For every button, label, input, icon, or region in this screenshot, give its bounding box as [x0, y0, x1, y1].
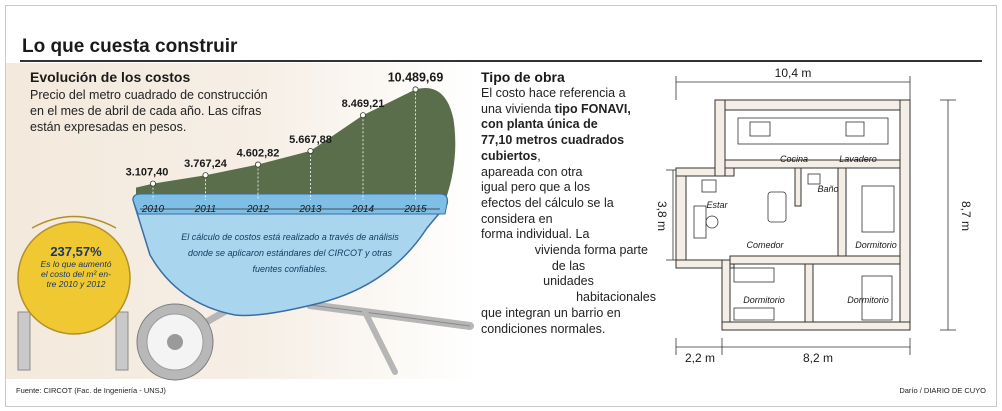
- data-point-2010: [150, 181, 155, 186]
- coffee-table: [706, 216, 718, 228]
- data-point-2015: [413, 87, 418, 92]
- work-type-text: tipo FONAVI,: [554, 101, 631, 116]
- work-type-text: una vivienda: [481, 101, 555, 116]
- work-type-text: de las: [551, 258, 586, 273]
- wall-bedrooms-divider: [805, 264, 813, 322]
- work-type-heading: Tipo de obra: [481, 69, 565, 85]
- barrow-rim: [133, 194, 447, 214]
- badge-caption-3: tre 2010 y 2012: [46, 279, 106, 289]
- wall-bath: [795, 168, 801, 206]
- work-type-text: habitacionales: [576, 290, 656, 305]
- bed-3: [734, 308, 774, 320]
- dim-height-left: 3,8 m: [655, 200, 669, 232]
- work-type-text: ,: [537, 148, 541, 163]
- work-type-text: considera en: [481, 211, 553, 226]
- room-lavadero: Lavadero: [839, 154, 877, 164]
- work-type-text: efectos del cálculo se la: [481, 195, 614, 210]
- wall-bottom: [722, 322, 910, 330]
- source-note: Fuente: CIRCOT (Fac. de Ingeniería - UNSJ): [16, 386, 166, 395]
- room-comedor: Comedor: [746, 240, 784, 250]
- wall-left: [676, 168, 686, 268]
- cost-chart: [0, 0, 480, 411]
- data-point-2012: [255, 162, 260, 167]
- dim-width-top: 10,4 m: [774, 66, 812, 80]
- room-cocina: Cocina: [779, 154, 809, 164]
- data-point-2013: [308, 148, 313, 153]
- room-dormitorio-1: Dormitorio: [855, 240, 897, 250]
- work-type-text: con planta única de: [481, 117, 598, 132]
- value-label-2015: 10.489,69: [387, 70, 444, 85]
- can-stand-left: [18, 312, 30, 370]
- armchair: [702, 180, 716, 192]
- floor-plan: [600, 60, 1000, 380]
- work-type-text: El costo hace referencia a: [481, 86, 626, 100]
- dining-table: [768, 192, 786, 222]
- increase-badge: [30, 245, 122, 289]
- bed-1: [862, 186, 894, 232]
- year-label-2010: 2010: [141, 204, 165, 215]
- work-type-text: forma individual. La: [481, 227, 590, 242]
- room-bano: Baño: [817, 184, 839, 194]
- method-note-line-1: El cálculo de costos está realizado a través de análisis: [181, 232, 399, 242]
- work-type-text: vivienda forma parte: [534, 243, 648, 258]
- credit-note: Darío / DIARIO DE CUYO: [899, 386, 986, 395]
- value-label-2011: 3.767,24: [184, 158, 227, 171]
- room-dormitorio-2: Dormitorio: [743, 295, 785, 305]
- dim-bottom-left: 2,2 m: [684, 351, 716, 365]
- work-type-text: unidades: [543, 274, 594, 289]
- work-type-text: igual pero que a los: [481, 180, 591, 195]
- room-estar: Estar: [706, 200, 728, 210]
- data-point-2011: [203, 173, 208, 178]
- year-label-2014: 2014: [351, 204, 375, 215]
- year-label-2011: 2011: [194, 204, 217, 215]
- value-label-2012: 4.602,82: [236, 147, 280, 160]
- wall-kitchen-left: [715, 100, 725, 176]
- data-point-2014: [360, 113, 365, 118]
- toilet: [808, 174, 820, 184]
- value-label-2014: 8.469,21: [341, 98, 385, 111]
- badge-caption-1: Es lo que aumentó: [40, 259, 112, 269]
- sofa: [694, 206, 706, 238]
- dim-height-right: 8,7 m: [959, 200, 973, 232]
- bed-2: [734, 268, 774, 282]
- room-dormitorio-3: Dormitorio: [847, 295, 889, 305]
- wall-middle: [730, 256, 900, 264]
- page-title: Lo que cuesta construir: [22, 36, 238, 57]
- barrow-handle-edge: [310, 305, 470, 326]
- year-label-2015: 2015: [404, 204, 427, 215]
- can-stand-right: [116, 312, 128, 370]
- wall-top: [715, 100, 910, 110]
- work-type-text: 77,10 metros cuadrados: [481, 133, 625, 148]
- barrow-wheel-hub: [167, 334, 183, 350]
- work-type-text: apareada con otra: [481, 164, 583, 179]
- value-label-2010: 3.107,40: [125, 166, 169, 179]
- laundry-sink: [846, 122, 864, 136]
- kitchen-stove: [750, 122, 770, 136]
- method-note-line-2: donde se aplicaron estándares del CIRCOT y otras: [187, 248, 393, 258]
- wall-right: [900, 100, 910, 330]
- evolution-heading: Evolución de los costos: [30, 69, 191, 85]
- evolution-description: Precio del metro cuadrado de construcción en el mes de abril de cada año. Las cifras están expresadas en pesos.: [30, 88, 268, 134]
- work-type-text: cubiertos: [481, 148, 538, 163]
- year-label-2013: 2013: [299, 204, 322, 215]
- wall-bedroom1-left: [838, 168, 846, 256]
- work-type-text: que integran un barrio en: [481, 305, 621, 320]
- badge-percent: 237,57%: [50, 244, 102, 259]
- wall-lower-left: [722, 260, 730, 330]
- year-label-2012: 2012: [246, 204, 270, 215]
- value-label-2013: 5.667,88: [289, 133, 332, 146]
- badge-caption-2: el costo del m² en-: [41, 269, 111, 279]
- barrow-leg: [365, 312, 395, 372]
- method-note-line-3: fuentes confiables.: [252, 264, 328, 274]
- work-type-text: condiciones normales.: [481, 321, 606, 336]
- dim-bottom-right: 8,2 m: [802, 351, 834, 365]
